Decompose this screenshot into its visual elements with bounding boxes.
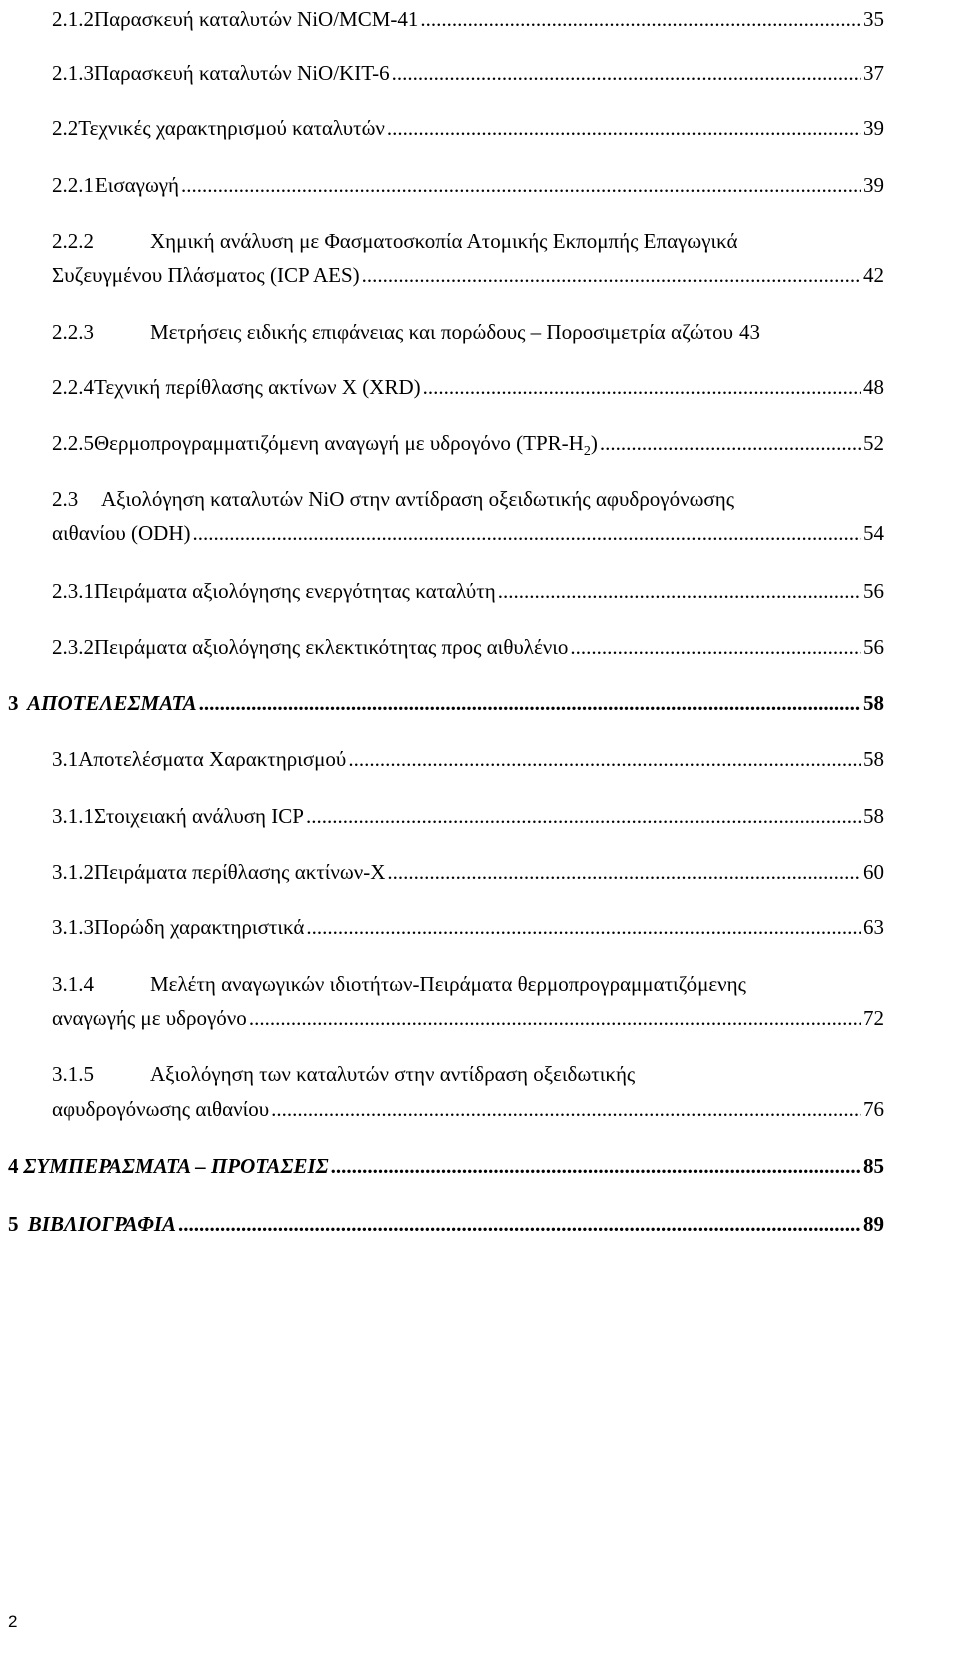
toc-leader-dots: [387, 115, 861, 141]
toc-entry-page: 35: [863, 7, 884, 31]
toc-entry-title: Παρασκευή καταλυτών NiO/KIT-6: [94, 61, 390, 85]
toc-entry-line: [52, 228, 884, 254]
toc-entry-title: Πειράματα περίθλασης ακτίνων-Χ: [94, 860, 386, 884]
toc-entry[interactable]: [52, 859, 884, 885]
toc-entry-page: 58: [863, 804, 884, 828]
toc-leader-dots: [306, 914, 861, 940]
toc-entry-title: Εισαγωγή: [94, 173, 180, 197]
toc-entry-title: Μελέτη αναγωγικών ιδιοτήτων-Πειράματα θερμοπρογραμματιζόμενης: [150, 972, 746, 996]
toc-entry-number: 2.2.1: [52, 173, 94, 197]
toc-entry-number: 2.2.3: [52, 320, 94, 344]
page-number: 2: [8, 1612, 18, 1631]
toc-entry-number: 3.1: [52, 747, 79, 771]
toc-entry-page: 85: [863, 1154, 884, 1178]
toc-entry-page: 58: [863, 747, 884, 771]
toc-entry-number: 2.2: [52, 116, 79, 140]
toc-entry[interactable]: [52, 914, 884, 940]
toc-leader-dots: [570, 634, 861, 660]
toc-entry-number: 3.1.4: [52, 972, 94, 996]
toc-entry-number: 2.1.2: [52, 7, 94, 31]
toc-entry-page: 39: [863, 173, 884, 197]
toc-entry-line: [52, 1005, 884, 1031]
toc-entry-number: 2.3.2: [52, 635, 94, 659]
toc-leader-dots: [193, 520, 862, 546]
toc-entry-page: 48: [863, 375, 884, 399]
toc-entry-number: 3.1.2: [52, 860, 94, 884]
toc-entry-title: Στοιχειακή ανάλυση ICP: [94, 804, 304, 828]
toc-entry-page: 58: [863, 691, 884, 715]
toc-chapter-entry[interactable]: [8, 1211, 884, 1237]
toc-entry[interactable]: [52, 634, 884, 660]
toc-entry-page: 43: [739, 320, 761, 344]
toc-entry-page: 89: [863, 1212, 884, 1236]
toc-entry-number: 2.3: [52, 487, 79, 511]
toc-entry-page: 42: [863, 263, 884, 287]
toc-leader-dots: [387, 859, 861, 885]
toc-entry-title-continuation: αφυδρογόνωσης αιθανίου: [52, 1097, 270, 1121]
toc-entry-line: [52, 1096, 884, 1122]
toc-entry-title-end: ): [590, 431, 598, 455]
toc-entry-title: Αξιολόγηση των καταλυτών στην αντίδραση οξειδωτικής: [150, 1062, 636, 1086]
toc-entry-title: ΣΥΜΠΕΡΑΣΜΑΤΑ – ΠΡΟΤΑΣΕΙΣ: [23, 1154, 329, 1178]
toc-entry[interactable]: [52, 374, 884, 400]
toc-leader-dots: [420, 6, 861, 32]
toc-leader-dots: [392, 60, 861, 86]
toc-leader-dots: [178, 1211, 861, 1237]
toc-entry-title-continuation: αναγωγής με υδρογόνο: [52, 1006, 247, 1030]
toc-entry-number: 3: [8, 691, 19, 715]
toc-entry-title: Τεχνική περίθλασης ακτίνων X (XRD): [94, 375, 421, 399]
toc-entry-page: 72: [863, 1006, 884, 1030]
toc-entry-page: 60: [863, 860, 884, 884]
toc-entry[interactable]: [52, 578, 884, 604]
toc-entry[interactable]: [52, 172, 884, 198]
toc-entry[interactable]: [52, 319, 884, 345]
toc-entry-title-continuation: αιθανίου (ODH): [52, 521, 191, 545]
toc-leader-dots: [331, 1153, 861, 1179]
toc-entry-page: 63: [863, 915, 884, 939]
toc-entry-number: 2.2.2: [52, 229, 94, 253]
toc-entry-title: Χημική ανάλυση με Φασματοσκοπία Ατομικής Εκπομπής Επαγωγικά: [150, 229, 738, 253]
toc-entry-title: ΑΠΟΤΕΛΕΣΜΑΤΑ: [27, 691, 197, 715]
toc-entry-number: 3.1.1: [52, 804, 94, 828]
toc-entry-page: 76: [863, 1097, 884, 1121]
toc-entry-title: Πορώδη χαρακτηριστικά: [94, 915, 305, 939]
toc-leader-dots: [181, 172, 861, 198]
toc-entry-title: Μετρήσεις ειδικής επιφάνειας και πορώδους – Ποροσιμετρία αζώτου: [150, 320, 734, 344]
toc-entry-title: Αποτελέσματα Χαρακτηρισμού: [78, 747, 347, 771]
toc-entry-number: 3.1.5: [52, 1062, 94, 1086]
toc-entry-title: Τεχνικές χαρακτηρισμού καταλυτών: [78, 116, 385, 140]
toc-entry-line: [52, 971, 884, 997]
toc-entry-number: 4: [8, 1154, 19, 1178]
toc-entry[interactable]: [52, 430, 884, 460]
toc-entry-page: 39: [863, 116, 884, 140]
toc-entry-title-continuation: Συζευγμένου Πλάσματος (ICP AES): [52, 263, 360, 287]
toc-entry-page: 54: [863, 521, 884, 545]
toc-leader-dots: [249, 1005, 861, 1031]
toc-leader-dots: [271, 1096, 861, 1122]
toc-entry[interactable]: [52, 746, 884, 772]
toc-entry-title-subscript: 2: [583, 444, 591, 460]
toc-leader-dots: [362, 262, 861, 288]
toc-entry-number: 2.3.1: [52, 579, 94, 603]
toc-entry-title-text: Θερμοπρογραμματιζόμενη αναγωγή με υδρογόνο (TPR-H: [94, 431, 584, 455]
toc-entry-line: [52, 262, 884, 288]
toc-entry-title: Πειράματα αξιολόγησης εκλεκτικότητας προς αιθυλένιο: [94, 635, 569, 659]
toc-entry-number: 3.1.3: [52, 915, 94, 939]
toc-leader-dots: [498, 578, 861, 604]
toc-leader-dots: [306, 803, 861, 829]
toc-leader-dots: [348, 746, 861, 772]
toc-leader-dots: [199, 690, 861, 716]
toc-entry[interactable]: [52, 60, 884, 86]
toc-entry-title: Πειράματα αξιολόγησης ενεργότητας καταλύτη: [94, 579, 496, 603]
toc-entry-line: [52, 486, 884, 512]
toc-entry-page: 37: [863, 61, 884, 85]
toc-entry-number: 2.2.5: [52, 431, 94, 455]
toc-entry-number: 5: [8, 1212, 19, 1236]
toc-chapter-entry[interactable]: [8, 1153, 884, 1179]
toc-entry[interactable]: [52, 115, 884, 141]
toc-entry-line: [52, 520, 884, 546]
toc-entry-title: Αξιολόγηση καταλυτών NiO στην αντίδραση οξειδωτικής αφυδρογόνωσης: [101, 487, 735, 511]
toc-leader-dots: [423, 374, 861, 400]
toc-entry-number: 2.1.3: [52, 61, 94, 85]
toc-entry-line: [52, 1061, 884, 1087]
toc-entry-title: Παρασκευή καταλυτών NiO/MCM-41: [94, 7, 419, 31]
toc-entry-number: 2.2.4: [52, 375, 94, 399]
toc-entry-page: 56: [863, 579, 884, 603]
toc-entry-page: 56: [863, 635, 884, 659]
toc-chapter-entry[interactable]: [8, 690, 884, 716]
toc-entry-title: ΒΙΒΛΙΟΓΡΑΦΙΑ: [27, 1212, 177, 1236]
toc-entry-title: [94, 430, 598, 460]
toc-entry-page: 52: [863, 431, 884, 455]
toc-leader-dots: [600, 430, 861, 456]
toc-entry[interactable]: [52, 803, 884, 829]
toc-entry[interactable]: [52, 6, 884, 32]
